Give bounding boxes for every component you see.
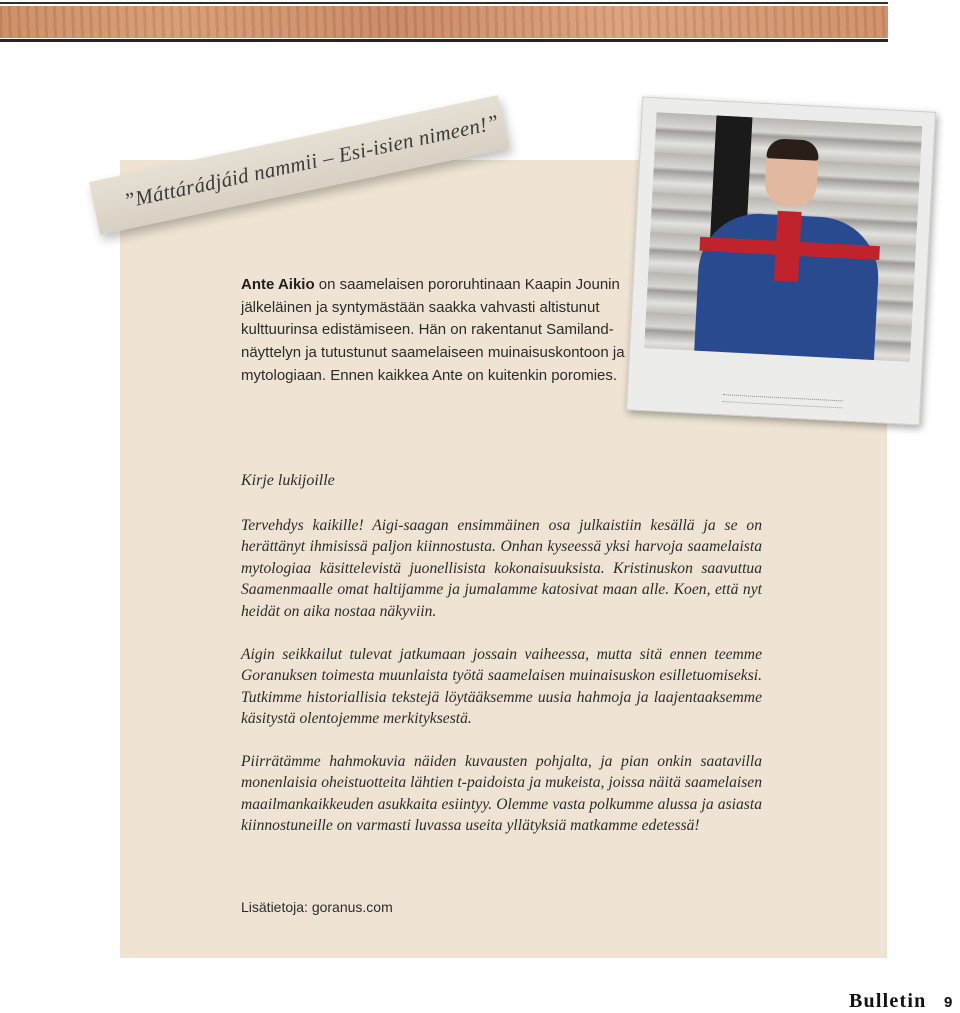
author-name: Ante Aikio xyxy=(241,276,315,293)
title-quote: ”Máttárádjáid nammii – Esi-isien nimeen!” xyxy=(121,109,502,213)
letter-paragraph: Piirrätämme hahmokuvia näiden kuvausten pohjalta, ja pian onkin saatavilla monenlaisia oheistuotteita lähtien t-paidoista ja mukeista, joissa näitä saamelaisen maailmankaikkeuden asukkaita esiintyy. Olemme vasta polkumme alussa ja asiasta kiinnostuneille on varmasti luvassa useita yllätyksiä matkamme edetessä! xyxy=(241,753,762,835)
polaroid-scribble xyxy=(723,394,843,408)
letter-paragraph: Aigin seikkailut tulevat jatkumaan jossain vaiheessa, mutta sitä ennen teemme Goranuksen toimesta muunlaista työtä saamelaisen muinaisuskon esilletuomiseksi. Tutkimme historiallisia tekstejä löytääksemme uusia hahmoja ja laajentaaksemme käsitystä olentojemme merkityksestä. xyxy=(241,646,762,728)
footer-brand: Bulletin xyxy=(849,990,927,1012)
letter-heading: Kirje lukijoille xyxy=(241,472,335,489)
portrait-polaroid xyxy=(626,97,936,426)
band-top-line xyxy=(0,2,888,4)
band-bottom-line xyxy=(0,39,888,42)
author-intro xyxy=(241,274,626,388)
more-info-line: Lisätietoja: goranus.com xyxy=(241,899,393,915)
author-intro-text: on saamelaisen pororuhtinaan Kaapin Jounin jälkeläinen ja syntymästään saakka vahvasti altistunut kulttuurinsa edistämiseen. Hän on rakentanut Samiland-näyttelyn ja tutustunut saamelaiseen muinaisuskontoon ja mytologiaan. Ennen kaikkea Ante on kuitenkin poromies. xyxy=(241,276,625,384)
decorative-wood-band xyxy=(0,0,888,44)
portrait-photo xyxy=(644,112,922,362)
page-number: 9 xyxy=(944,994,953,1011)
letter-paragraph: Tervehdys kaikille! Aigi-saagan ensimmäinen osa julkaistiin kesällä ja se on herättänyt ihmisissä paljon kiinnostusta. Onhan kyseessä yksi harvoja saamelaista mytologiaa käsittelevistä juonellisista kokonaisuuksista. Kristinuskon saavuttua Saamenmaalle omat haltijamme ja jumalamme katosivat maan alle. Koen, että nyt heidät on aika nostaa näkyviin. xyxy=(241,517,762,620)
photo-person-hair xyxy=(766,138,819,161)
photo-gakti-collar xyxy=(774,211,802,282)
wood-texture xyxy=(0,6,888,38)
